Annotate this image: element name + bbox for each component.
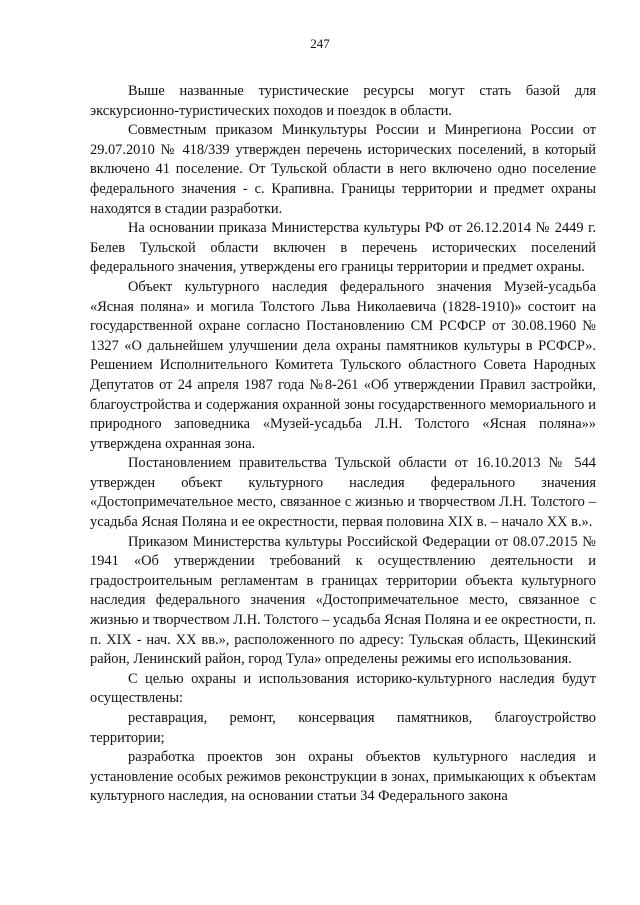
- paragraph-5: Постановлением правительства Тульской области от 16.10.2013 № 544 утвержден объект культурного наследия федерального значения «Достопримечательное место, связанное с жизнью и творчеством Л.Н. Толстого – усадьба Ясная Поляна и ее окрестности, первая половина XIX в. – начало XX в.».: [90, 455, 596, 531]
- paragraph-1: Выше названные туристические ресурсы могут стать базой для экскурсионно-туристических походов и поездок в области.: [90, 83, 596, 119]
- paragraph-6: Приказом Министерства культуры Российской Федерации от 08.07.2015 № 1941 «Об утверждении требований к осуществлению деятельности и градостроительным регламентам в границах территории объекта культурного наследия федерального значения «Достопримечательное место, связанное с жизнью и творчеством Л.Н. Толстого – усадьба Ясная Поляна и ее окрестности, п. п. XIX - нач. XX вв.», расположенного по адресу: Тульская область, Щекинский район, Ленинский район, город Тула» определены режимы его использования.: [90, 533, 597, 668]
- page-body: [90, 82, 596, 807]
- paragraph-3: На основании приказа Министерства культуры РФ от 26.12.2014 № 2449 г. Белев Тульской области включен в перечень исторических поселений федерального значения, утверждены его границы территории и предмет охраны.: [90, 220, 596, 276]
- paragraph-8: реставрация, ремонт, консервация памятников, благоустройство территории;: [90, 710, 596, 746]
- paragraph-9: разработка проектов зон охраны объектов культурного наследия и установление особых режимов реконструкции в зонах, примыкающих к объектам культурного наследия, на основании статьи 34 Федерального закона: [90, 749, 596, 805]
- page-number: 247: [310, 36, 330, 51]
- paragraph-4: Объект культурного наследия федерального значения Музей-усадьба «Ясная поляна» и могила Толстого Льва Николаевича (1828-1910)» состоит на государственной охране согласно Постановлению СМ РСФСР от 30.08.1960 № 1327 «О дальнейшем улучшении дела охраны памятников культуры в РСФСР». Решением Исполнительного Комитета Тульского областного Совета Народных Депутатов от 24 апреля 1987 года №8-261 «Об утверждении Правил застройки, благоустройства и содержания охранной зоны государственного мемориального и природного заповедника «Музей-усадьба Л.Н. Толстого «Ясная поляна»» утверждена охранная зона.: [90, 278, 596, 452]
- paragraph-2: Совместным приказом Минкультуры России и Минрегиона России от 29.07.2010 № 418/339 утвержден перечень исторических поселений, в который включено 41 поселение. От Тульской области в него включено одно поселение федерального значения - с. Крапивна. Границы территории и предмет охраны находятся в стадии разработки.: [90, 122, 596, 217]
- paragraph-7: С целью охраны и использования историко-культурного наследия будут осуществлены:: [90, 670, 596, 707]
